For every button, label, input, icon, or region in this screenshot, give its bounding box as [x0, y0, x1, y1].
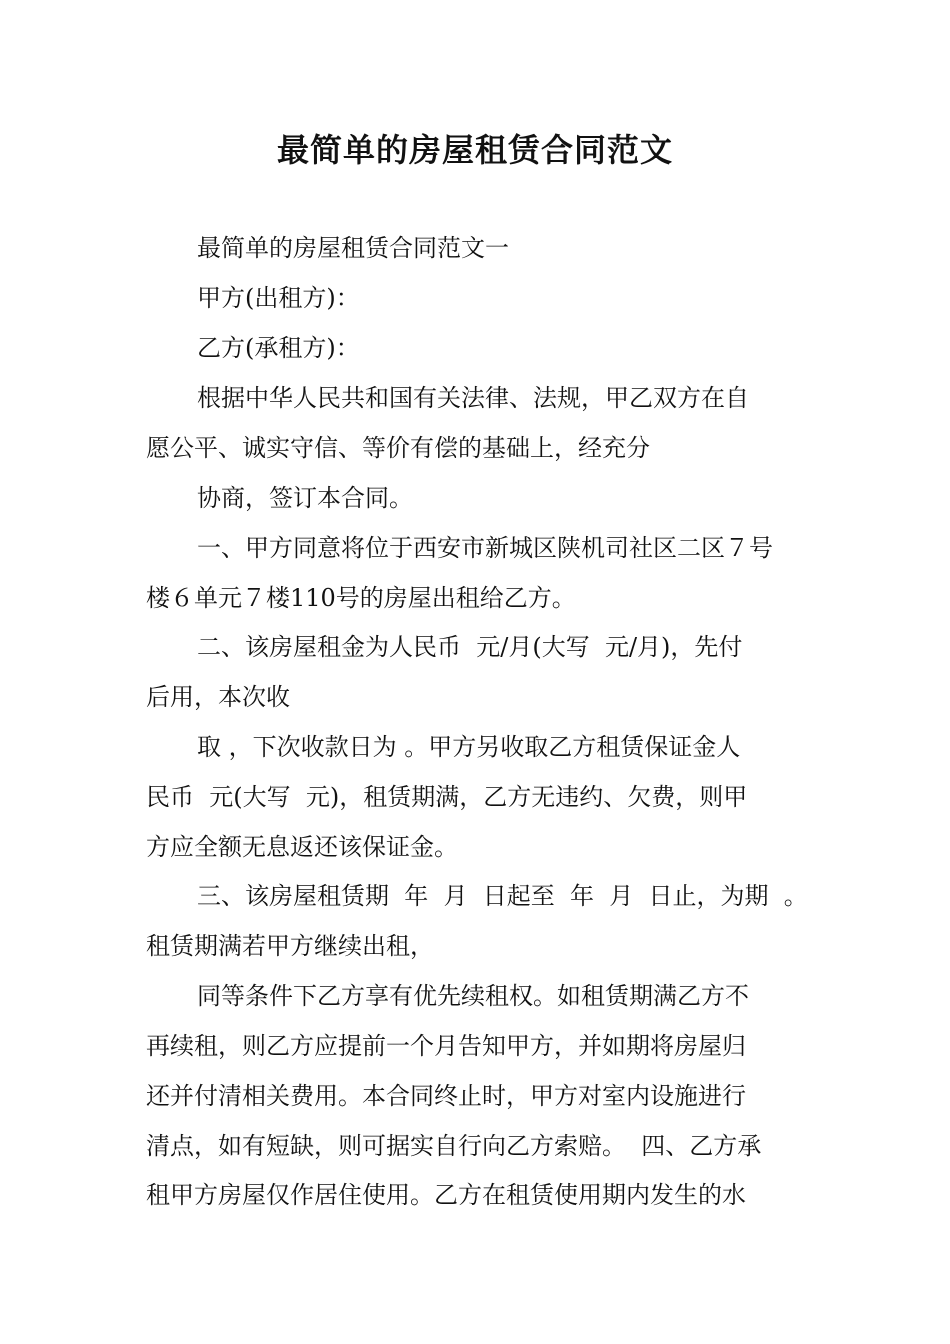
body-line: 愿公平、诚实守信、等价有偿的基础上，经充分: [146, 434, 650, 462]
body-line: 租甲方房屋仅作居住使用。乙方在租赁使用期内发生的水: [146, 1181, 746, 1209]
body-line: 还并付清相关费用。本合同终止时，甲方对室内设施进行: [146, 1082, 746, 1110]
body-line: 三、该房屋租赁期 年 月 日起至 年 月 日止，为期 。: [197, 882, 808, 910]
body-line: 取 ，下次收款日为 。甲方另收取乙方租赁保证金人: [197, 733, 741, 761]
body-line: 清点，如有短缺，则可据实自行向乙方索赔。 四、乙方承: [146, 1132, 762, 1160]
body-line: 协商，签订本合同。: [197, 484, 413, 512]
body-line: 再续租，则乙方应提前一个月告知甲方，并如期将房屋归: [146, 1032, 746, 1060]
body-line: 民币 元(大写 元)，租赁期满，乙方无违约、欠费，则甲: [146, 783, 748, 811]
body-line: 乙方(承租方)：: [197, 334, 360, 362]
body-line: 根据中华人民共和国有关法律、法规，甲乙双方在自: [197, 384, 749, 412]
body-line: 租赁期满若甲方继续出租，: [146, 932, 434, 960]
body-line: 甲方(出租方)：: [197, 284, 360, 312]
body-line: 同等条件下乙方享有优先续租权。如租赁期满乙方不: [197, 982, 749, 1010]
body-line: 后用，本次收: [146, 683, 290, 711]
document-title: 最简单的房屋租赁合同范文: [276, 131, 673, 169]
body-line: 楼６单元７楼110号的房屋出租给乙方。: [146, 584, 576, 612]
body-line: 一、甲方同意将位于西安市新城区陕机司社区二区７号: [197, 534, 773, 562]
body-line: 方应全额无息返还该保证金。: [146, 833, 458, 861]
body-line: 二、该房屋租金为人民币 元/月(大写 元/月)，先付: [197, 633, 743, 661]
body-line: 最简单的房屋租赁合同范文一: [197, 234, 509, 262]
